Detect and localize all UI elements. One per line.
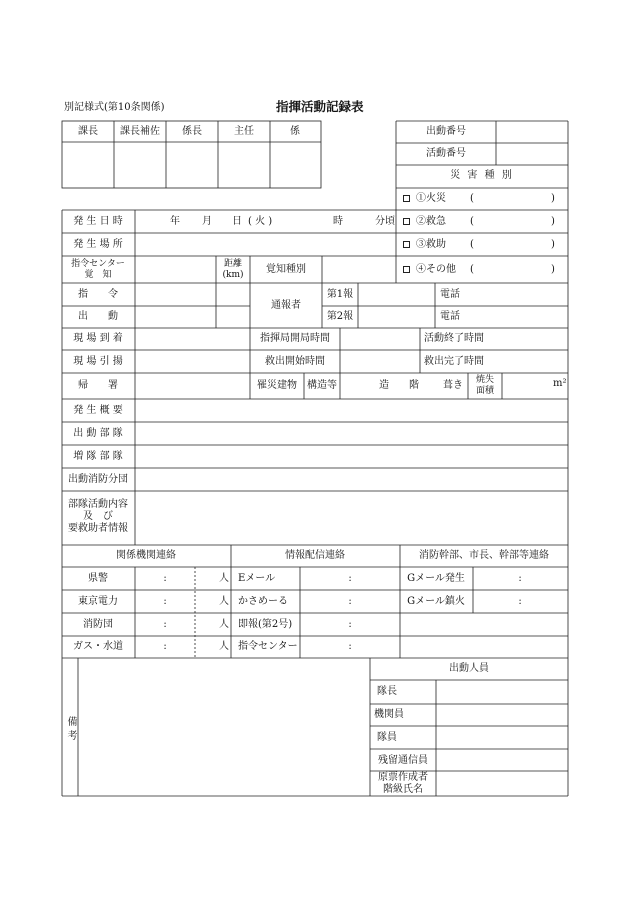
approval-kakaricho: 係長	[182, 126, 202, 137]
author-label-2: 階級氏名	[383, 784, 423, 795]
checkbox-other[interactable]	[403, 266, 410, 273]
dispatch-units-label: 出 動 部 隊	[73, 428, 123, 439]
person-unit: 人	[219, 641, 229, 652]
checkbox-fire[interactable]	[403, 195, 410, 202]
center-notify-label-1: 指令センター	[71, 259, 125, 269]
rescue-end-time-label: 救出完了時間	[424, 356, 484, 367]
disaster-fire-label: ①火災	[416, 193, 446, 204]
notify-type-label: 覚知種別	[266, 264, 306, 275]
approval-shunin: 主任	[234, 126, 254, 137]
unit-activity-label-2: 及 び	[83, 511, 113, 522]
kai-label: 階	[409, 380, 419, 391]
disaster-other-label: ④その他	[416, 264, 456, 275]
colon: :	[163, 596, 167, 607]
first-report-label: 第1報	[326, 289, 354, 300]
paren-open: (	[470, 193, 474, 204]
colon: :	[518, 596, 522, 607]
phone-label-1: 電話	[440, 289, 460, 300]
distance-label-1: 距離	[223, 259, 243, 269]
unit-activity-label-1: 部隊活動内容	[68, 499, 128, 510]
paren-open: (	[470, 239, 474, 250]
second-report-label: 第2報	[326, 311, 354, 322]
return-label: 帰 署	[78, 380, 118, 391]
distance-label-2: (km)	[222, 270, 244, 280]
colon: :	[163, 641, 167, 652]
command-label: 指 令	[78, 289, 118, 300]
day-label: 日	[232, 216, 242, 227]
role-remaining-comm: 残留通信員	[378, 755, 428, 766]
roof-label: 葺き	[443, 380, 463, 391]
info-contact-header: 情報配信連絡	[285, 550, 345, 561]
minute-label: 分頃	[375, 216, 395, 227]
volunteer-corps-label: 出動消防分団	[68, 474, 128, 485]
phone-label-2: 電話	[440, 311, 460, 322]
month-label: 月	[202, 216, 212, 227]
dispatch-label: 出 動	[78, 311, 118, 322]
exec-gmail-occur: Gメール発生	[407, 573, 465, 584]
sqm-unit: m²	[553, 378, 567, 389]
hour-label: 時	[333, 216, 343, 227]
info-command-center: 指令センター	[238, 641, 298, 652]
damaged-building-label: 罹災建物	[257, 380, 297, 391]
colon: :	[348, 641, 352, 652]
colon: :	[348, 619, 352, 630]
exec-gmail-extinguish: Gメール鎮火	[407, 596, 465, 607]
disaster-type-header: 災 害 種 別	[450, 170, 514, 181]
role-member: 隊員	[377, 732, 397, 743]
remarks-label: 備考	[65, 716, 76, 744]
paren-close: )	[551, 216, 555, 227]
burnt-area-label-1: 焼失	[475, 375, 495, 385]
structure-label: 構造等	[307, 380, 337, 391]
info-email: Eメール	[238, 573, 276, 584]
approval-kakari: 係	[290, 126, 300, 137]
disaster-rescue-label: ③救助	[416, 239, 446, 250]
activity-end-time-label: 活動終了時間	[424, 333, 484, 344]
colon: :	[348, 596, 352, 607]
checkbox-emergency[interactable]	[403, 218, 410, 225]
arrival-label: 現 場 到 着	[73, 333, 123, 344]
person-unit: 人	[219, 619, 229, 630]
paren-close: )	[551, 239, 555, 250]
form-label: 別記様式(第10条関係)	[64, 102, 165, 113]
paren-open: (	[470, 216, 474, 227]
personnel-header: 出動人員	[449, 663, 489, 674]
exec-contact-header: 消防幹部、市長、幹部等連絡	[419, 550, 549, 561]
role-engineer: 機関員	[374, 709, 404, 720]
year-label: 年	[170, 216, 180, 227]
disaster-emergency-label: ②救急	[416, 216, 446, 227]
weekday-label: ( 火 )	[248, 216, 273, 227]
dispatch-number-label: 出動番号	[426, 126, 466, 137]
approval-kacho-hosa: 課長補佐	[120, 126, 160, 137]
colon: :	[348, 573, 352, 584]
info-sokuho: 即報(第2号)	[238, 619, 293, 630]
reporter-label: 通報者	[271, 300, 301, 311]
info-kasamail: かさめーる	[238, 596, 288, 607]
agency-police: 県警	[88, 573, 108, 584]
colon: :	[163, 619, 167, 630]
author-label-1: 原票作成者	[378, 772, 428, 783]
reinforcement-units-label: 増 隊 部 隊	[73, 451, 123, 462]
activity-number-label: 活動番号	[426, 148, 466, 159]
occurrence-datetime-label: 発 生 日 時	[73, 216, 123, 227]
paren-open: (	[470, 264, 474, 275]
checkbox-rescue[interactable]	[403, 241, 410, 248]
colon: :	[163, 573, 167, 584]
agency-gas-water: ガス・水道	[73, 641, 123, 652]
rescue-start-time-label: 救出開始時間	[265, 356, 325, 367]
approval-kacho: 課長	[78, 126, 98, 137]
page-title: 指揮活動記録表	[276, 99, 364, 114]
overview-label: 発 生 概 要	[73, 405, 123, 416]
unit-activity-label-3: 要救助者情報	[68, 523, 128, 534]
role-captain: 隊長	[377, 686, 397, 697]
agency-electric: 東京電力	[78, 596, 118, 607]
paren-close: )	[551, 193, 555, 204]
center-notify-label-2: 覚 知	[84, 270, 112, 280]
burnt-area-label-2: 面積	[475, 386, 495, 396]
colon: :	[518, 573, 522, 584]
person-unit: 人	[219, 573, 229, 584]
person-unit: 人	[219, 596, 229, 607]
paren-close: )	[551, 264, 555, 275]
agency-fire-corps: 消防団	[83, 619, 113, 630]
agency-contact-header: 関係機関連絡	[116, 550, 176, 561]
occurrence-place-label: 発 生 場 所	[73, 239, 123, 250]
zou-label: 造	[379, 380, 389, 391]
hq-open-time-label: 指揮局開局時間	[260, 333, 330, 344]
withdraw-label: 現 場 引 揚	[73, 356, 123, 367]
